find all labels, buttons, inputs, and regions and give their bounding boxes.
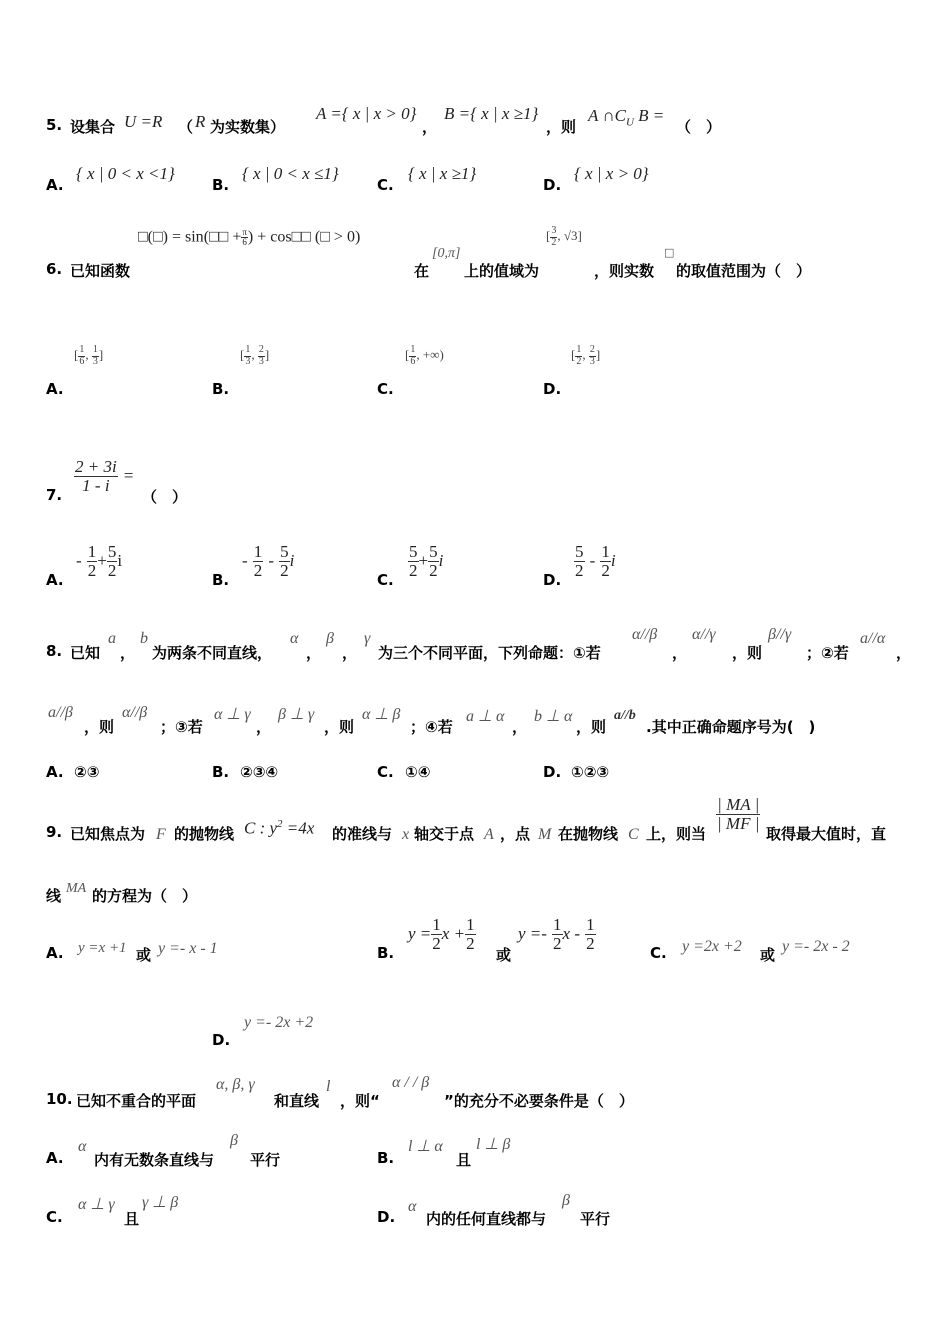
q10-option-d-text: 内的任何直线都与 [426,1210,547,1228]
q8-math-1: α//β [632,626,658,643]
q8-text-6: .其中正确命题序号为( ) [646,718,816,736]
q9-option-a-math-1: y =x +1 [78,940,127,956]
q7-option-a-math: - $\frac{1}{2}$ + $\frac{5}{2}$ i [76,542,123,580]
q8-option-a-text: ②③ [74,763,100,781]
q10-option-c-math-1: α ⊥ γ [78,1196,115,1213]
q10-option-b-math-2: l ⊥ β [476,1136,511,1153]
q5-option-a-label[interactable]: A. [46,176,64,194]
q8-then-4: ，则 [576,718,607,736]
q9-option-c-math-1: y =2x +2 [682,938,742,955]
q6-range: [ $\frac{3}{2}$ , √3] [546,225,582,248]
q9-option-a-label[interactable]: A. [46,944,64,962]
q9-text-2: 的抛物线 [174,825,235,843]
q6-lead: 已知函数 [70,262,131,280]
q9-text-1: 已知焦点为 [70,825,146,843]
q7-option-d-math: $\frac{5}{2}$ - $\frac{1}{2}$ i [575,542,616,580]
q6-option-c-label[interactable]: C. [377,380,394,398]
q9-M: M [538,826,552,843]
q9-option-a-or: 或 [136,946,152,964]
q8-option-d-text: ①②③ [571,763,610,781]
q8-option-c-label[interactable]: C. [377,763,394,781]
q6-option-a-label[interactable]: A. [46,380,64,398]
q6-then: ，则实数 [594,262,655,280]
q7-option-a-label[interactable]: A. [46,571,64,589]
q8-option-c-text: ①④ [405,763,431,781]
q5-option-a-math: { x | 0 < x <1} [76,164,175,183]
q9-option-c-math-2: y =- 2x - 2 [782,938,850,955]
q10-option-d-label[interactable]: D. [377,1208,396,1226]
q6-range-text: 上的值域为 [464,262,540,280]
q7-option-b-math: - $\frac{1}{2}$ - $\frac{5}{2}$ i [242,542,295,580]
q9-text-7: 上，则当 [646,825,707,843]
q9-option-d-label[interactable]: D. [212,1031,231,1049]
q8-gamma: γ [364,630,371,647]
q8-math-2: α//γ [692,626,716,643]
q5-option-c-label[interactable]: C. [377,176,394,194]
q7-number: 7. [46,486,63,504]
q10-option-a-text: 内有无数条直线与 [94,1151,215,1169]
q6-variable-box: □ [664,246,675,259]
q10-option-d-math-1: α [408,1198,417,1215]
q8-then-1: ，则 [732,644,763,662]
q8-option-d-label[interactable]: D. [543,763,562,781]
q8-comma-5: ， [896,644,912,662]
q5-option-d-label[interactable]: D. [543,176,562,194]
q9-ratio: $\frac{| MA |}{| MF |}$ [717,795,760,833]
q8-option-b-label[interactable]: B. [212,763,230,781]
q9-MA: MA [66,881,87,896]
q5-option-b-math: { x | 0 < x ≤1} [242,164,339,183]
q9-text-9: 线 [46,887,62,905]
q7-option-d-label[interactable]: D. [543,571,562,589]
q9-option-b-math-2: y =- $\frac{1}{2}$ x - $\frac{1}{2}$ [518,915,595,953]
q10-line-l: l [326,1078,331,1095]
q8-comma-6: ， [256,718,272,736]
q5-answer-paren: （ ） [676,118,722,136]
q5-number: 5. [46,116,63,134]
q6-number: 6. [46,260,63,278]
q6-tail: 的取值范围为（ ） [676,262,812,280]
q5-comma: ， [422,118,438,136]
q9-text-3: 的准线与 [332,825,393,843]
q8-math-7: α ⊥ γ [214,706,251,723]
q6-option-b-math: [ $\frac{1}{3}$ , $\frac{2}{3}$ ] [240,344,270,367]
q9-F: F [156,826,166,843]
q6-option-c-math: [ $\frac{1}{6}$ , +∞) [405,344,444,367]
q9-option-b-or: 或 [496,946,512,964]
q5-note-R: R [195,112,206,131]
q8-text-3: ；②若 [806,644,849,662]
q10-option-a-label[interactable]: A. [46,1149,64,1167]
q9-text-4: 轴交于点 [414,825,475,843]
q8-text-2: 为三个不同平面，下列命题：①若 [378,644,601,662]
q8-lead: 已知 [70,644,101,662]
q5-note-open: （ [178,118,194,136]
q8-comma-1: ， [120,644,136,662]
q10-option-b-math-1: l ⊥ α [408,1138,443,1155]
q7-expression: $\frac{2 + 3i}{1 - i}$ = [75,457,135,495]
q6-option-b-label[interactable]: B. [212,380,230,398]
q5-universal-set: U =R [124,112,163,131]
q5-then: ，则 [546,118,577,136]
q9-text-10: 的方程为（ ） [92,887,198,905]
q10-option-a-math-2: β [230,1132,238,1149]
q9-x: x [402,826,410,843]
q6-option-d-math: [ $\frac{1}{2}$ , $\frac{2}{3}$ ] [571,344,601,367]
q8-text-4: ；③若 [160,718,203,736]
q5-set-A: A ={ x | x > 0} [316,104,417,123]
q10-text-3: ，则“ [340,1092,380,1110]
q8-text-1: 为两条不同直线， [152,644,273,662]
q8-then-3: ，则 [324,718,355,736]
q10-text-4: ”的充分不必要条件是（ ） [444,1092,634,1110]
q8-alpha: α [290,630,299,647]
q10-option-a-text-2: 平行 [250,1151,281,1169]
q8-number: 8. [46,642,63,660]
q6-option-d-label[interactable]: D. [543,380,562,398]
q8-comma-2: ， [306,644,322,662]
q9-option-b-math-1: y = $\frac{1}{2}$ x + $\frac{1}{2}$ [408,915,475,953]
q10-option-c-label[interactable]: C. [46,1208,63,1226]
q5-option-d-math: { x | x > 0} [574,164,649,183]
q5-set-B: B ={ x | x ≥1} [444,104,539,123]
q7-option-b-label[interactable]: B. [212,571,230,589]
q8-math-3: β//γ [768,626,792,643]
q8-math-8: β ⊥ γ [278,706,315,723]
q8-math-4: a//α [860,630,886,647]
q10-condition: α / / β [392,1074,430,1091]
q5-option-b-label[interactable]: B. [212,176,230,194]
q9-option-d-math: y =- 2x +2 [244,1014,314,1031]
q9-C: C [628,826,639,843]
q9-option-c-or: 或 [760,946,776,964]
q10-option-c-text: 且 [124,1210,140,1228]
q7-option-c-label[interactable]: C. [377,571,394,589]
q10-option-a-math-1: α [78,1138,87,1155]
q10-option-b-text: 且 [456,1151,472,1169]
q6-zai: 在 [414,262,430,280]
q8-math-6: α//β [122,704,148,721]
q8-math-9: α ⊥ β [362,706,401,723]
q10-number: 10. [46,1090,73,1108]
q8-beta: β [326,630,334,647]
q10-option-d-math-2: β [562,1192,570,1209]
q5-note-text: 为实数集） [210,118,286,136]
q9-option-a-math-2: y =- x - 1 [158,940,218,957]
q8-comma-4: ， [672,644,688,662]
q10-option-c-math-2: γ ⊥ β [142,1194,179,1211]
q8-math-11: b ⊥ α [534,708,573,725]
q8-math-10: a ⊥ α [466,708,505,725]
q8-line-b: b [140,630,148,647]
q8-then-2: ，则 [84,718,115,736]
q6-interval: [0,π] [432,246,461,261]
q10-option-b-label[interactable]: B. [377,1149,395,1167]
q9-text-5: ，点 [500,825,531,843]
q8-option-b-text: ②③④ [240,763,279,781]
q9-text-8: 取得最大值时，直 [766,825,887,843]
q10-text-1: 已知不重合的平面 [76,1092,197,1110]
q8-text-5: ；④若 [410,718,453,736]
q5-lead: 设集合 [70,118,116,136]
q6-function: □(□) = sin(□□ + $\frac{\pi}{6}$ ) + cos□□ (□ > 0) [138,227,361,248]
q10-text-2: 和直线 [274,1092,320,1110]
q8-math-12: a//b [614,708,636,723]
q6-option-a-math: [ $\frac{1}{6}$ , $\frac{1}{3}$ ] [74,344,104,367]
q8-option-a-label[interactable]: A. [46,763,64,781]
q8-comma-7: ， [512,718,528,736]
q8-comma-3: ， [342,644,358,662]
q8-math-5: a//β [48,704,73,721]
q8-line-a: a [108,630,116,647]
q9-number: 9. [46,823,63,841]
q9-A: A [484,826,494,843]
q10-planes: α, β, γ [216,1076,255,1093]
q5-expression: A $\cap C_U$ B = [588,106,665,129]
q9-text-6: 在抛物线 [558,825,619,843]
q9-option-b-label[interactable]: B. [377,944,395,962]
q7-answer-paren: （ ） [142,488,188,506]
q7-option-c-math: $\frac{5}{2}$ + $\frac{5}{2}$ i [409,542,444,580]
q5-option-c-math: { x | x ≥1} [408,164,477,183]
q9-parabola: C : $y^2 =4x$ [244,818,315,838]
q9-option-c-label[interactable]: C. [650,944,667,962]
q10-option-d-text-2: 平行 [580,1210,611,1228]
